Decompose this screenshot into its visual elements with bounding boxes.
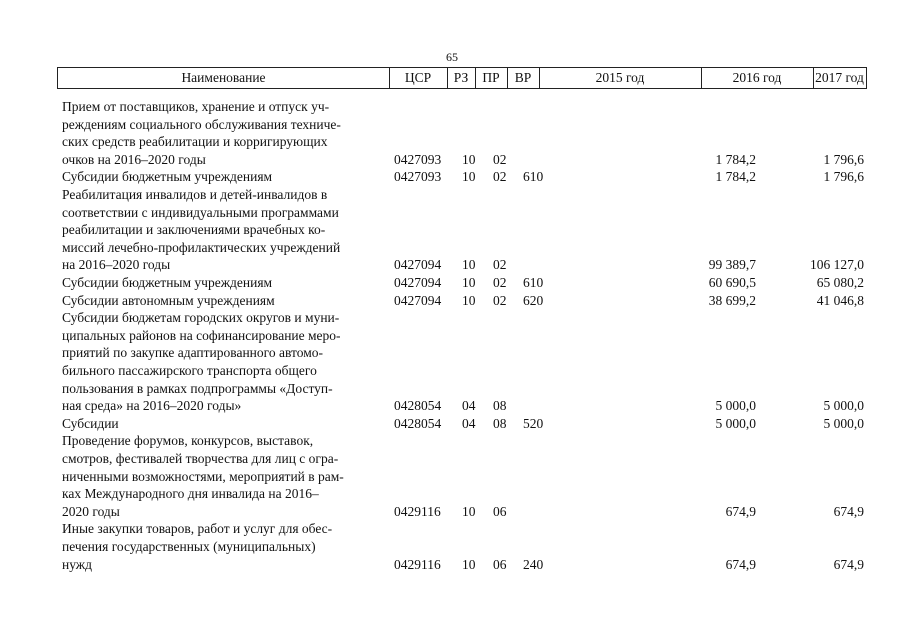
row-pr: 08 <box>493 398 507 414</box>
row-csr: 0427094 <box>394 257 442 273</box>
row-2016: 1 784,2 <box>715 169 756 185</box>
row-pr: 02 <box>493 151 507 167</box>
row-2017: 106 127,0 <box>810 257 864 273</box>
row-csr: 0427094 <box>394 292 442 308</box>
row-2017: 1 796,6 <box>823 169 864 185</box>
row-rz: 04 <box>462 398 476 414</box>
row-name: Реабилитация инвалидов и детей-инвалидов в соответствии с индивидуальными программами реабилитации и заключениями врачебных ко- миссий лечебно-профилактических учреждений на 2016–2020 годы <box>62 187 341 273</box>
row-vr: 520 <box>523 415 544 431</box>
header-2016: 2016 год <box>701 68 814 88</box>
row-csr: 0428054 <box>394 398 442 414</box>
header-2017: 2017 год <box>815 70 864 85</box>
row-rz: 10 <box>462 275 476 290</box>
row-2017: 674,9 <box>833 556 864 572</box>
page-number: 65 <box>446 50 458 64</box>
row-2017: 5 000,0 <box>823 415 864 431</box>
row-pr: 02 <box>493 169 507 185</box>
header-2015: 2015 год <box>539 68 702 88</box>
row-2017: 1 796,6 <box>823 151 864 167</box>
row-2016: 5 000,0 <box>715 415 756 431</box>
row-2016: 1 784,2 <box>715 151 756 167</box>
row-csr: 0428054 <box>394 415 442 431</box>
row-csr: 0427093 <box>394 151 442 167</box>
row-2016: 5 000,0 <box>715 398 756 414</box>
row-vr: 610 <box>523 169 544 185</box>
row-pr: 06 <box>493 556 507 572</box>
row-2016: 674,9 <box>725 556 756 572</box>
row-pr: 08 <box>493 415 507 431</box>
row-vr: 610 <box>523 275 544 290</box>
row-pr: 06 <box>493 503 507 519</box>
row-vr: 240 <box>523 556 544 572</box>
header-csr: ЦСР <box>389 68 448 88</box>
row-csr: 0429116 <box>394 556 441 572</box>
row-name: Субсидии бюджетам городских округов и муни- ципальных районов на софинансирование меро- приятий по закупке адаптированного автомо- бильного пассажирского транспорта общего пользования в рамках подпрограммы «Доступ- ная среда» на 2016–2020 годы» <box>62 310 341 414</box>
row-2016: 60 690,5 <box>708 275 756 290</box>
row-vr: 620 <box>523 292 544 308</box>
row-pr: 02 <box>493 275 507 290</box>
row-csr: 0429116 <box>394 503 441 519</box>
row-csr: 0427093 <box>394 169 442 185</box>
row-name: Прием от поставщиков, хранение и отпуск уч- реждениям социального обслуживания техниче- ских средств реабилитации и корригирующих очков на 2016–2020 годы <box>62 99 341 167</box>
row-rz: 04 <box>462 415 476 431</box>
header-name: Наименование <box>58 68 390 88</box>
row-rz: 10 <box>462 151 476 167</box>
row-rz: 10 <box>462 556 476 572</box>
row-rz: 10 <box>462 292 476 308</box>
row-2017: 5 000,0 <box>823 398 864 414</box>
row-rz: 10 <box>462 169 476 185</box>
row-pr: 02 <box>493 292 507 308</box>
row-name: Субсидии бюджетным учреждениям <box>62 169 273 185</box>
row-rz: 10 <box>462 503 476 519</box>
row-rz: 10 <box>462 257 476 273</box>
row-2017: 65 080,2 <box>816 275 864 290</box>
row-name: Субсидии <box>62 415 119 431</box>
row-2016: 99 389,7 <box>708 257 756 273</box>
row-csr: 0427094 <box>394 275 442 290</box>
row-2016: 38 699,2 <box>708 292 756 308</box>
header-pr: ПР <box>475 68 508 88</box>
row-2017: 41 046,8 <box>816 292 864 308</box>
row-pr: 02 <box>493 257 507 273</box>
table-header <box>57 67 867 89</box>
row-name: Иные закупки товаров, работ и услуг для обес- печения государственных (муниципальных) нужд <box>62 521 333 572</box>
row-name: Субсидии автономным учреждениям <box>62 292 275 308</box>
row-name: Проведение форумов, конкурсов, выставок, смотров, фестивалей творчества для лиц с огра- ниченными возможностями, мероприятий в рам- ках Международного дня инвалида на 2016– 2020 годы <box>62 433 344 519</box>
header-vr: ВР <box>507 68 540 88</box>
row-2016: 674,9 <box>725 503 756 519</box>
row-2017: 674,9 <box>833 503 864 519</box>
header-rz: РЗ <box>447 68 476 88</box>
row-name: Субсидии бюджетным учреждениям <box>62 275 273 290</box>
